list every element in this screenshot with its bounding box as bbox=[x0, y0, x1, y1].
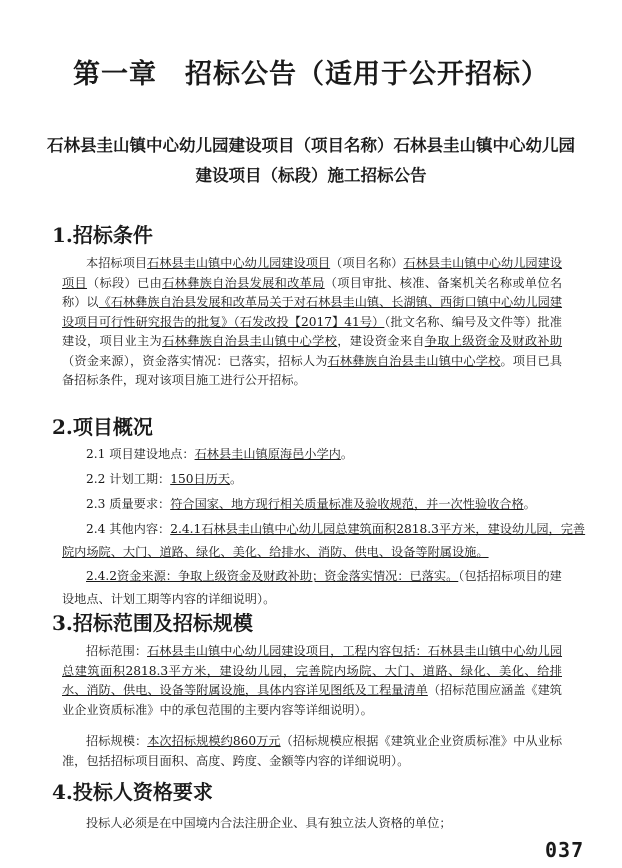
section-3-heading: 3.招标范围及招标规模 bbox=[52, 611, 253, 635]
notice-title-line-1: 石林县圭山镇中心幼儿园建设项目（项目名称）石林县圭山镇中心幼儿园 bbox=[47, 136, 575, 155]
item-2-4: 2.4 其他内容：2.4.1石林县圭山镇中心幼儿园总建筑面积2818.3平方米，建设幼儿园，完善 bbox=[86, 522, 586, 536]
section-1-paragraph: 本招标项目石林县圭山镇中心幼儿园建设项目（项目名称）石林县圭山镇中心幼儿园建设项目（标段）已由石林彝族自治县发展和改革局（项目审批、核准、备案机关名称或单位名称）以《石林彝族自治县发展和改革局关于对石林县圭山镇、长湖镇、西街口镇中心幼儿园建设项目可行性研究报告的批复》（石发改投【2017】41号）（批文名称、编号及文件等）批准建设，项目业主为石林彝族自治县圭山镇中心学校，建设资金来自争取上级资金及财政补助（资金来源），资金落实情况：已落实，招标人为石林彝族自治县圭山镇中心学校。项目已具备招标条件，现对该项目施工进行公开招标。 bbox=[62, 256, 563, 387]
chapter-title: 第一章 招标公告（适用于公开招标） bbox=[73, 59, 549, 90]
page-number: 037 bbox=[545, 838, 585, 862]
item-2-2: 2.2 计划工期：150日历天。 bbox=[86, 472, 243, 486]
notice-title-line-2: 建设项目（标段）施工招标公告 bbox=[195, 166, 427, 185]
item-2-3: 2.3 质量要求：符合国家、地方现行相关质量标准及验收规范，并一次性验收合格。 bbox=[86, 497, 536, 511]
item-2-4-2-continued: 设地点、计划工期等内容的详细说明）。 bbox=[62, 592, 276, 606]
scope-paragraph: 招标范围：石林县圭山镇中心幼儿园建设项目，工程内容包括：石林县圭山镇中心幼儿园总建筑面积2818.3平方米，建设幼儿园，完善院内场院、大门、道路、绿化、美化、给排水、消防、供电、设备等附属设施，具体内容详见图纸及工程量清单（招标范围应涵盖《建筑业企业资质标准》中的承包范围的主要内容等详细说明）。 bbox=[62, 644, 563, 717]
item-2-4-2: 2.4.2资金来源：争取上级资金及财政补助；资金落实情况：已落实。（包括招标项目的建 bbox=[86, 569, 562, 583]
section-4-heading: 4.投标人资格要求 bbox=[52, 780, 213, 804]
section-2-heading: 2.项目概况 bbox=[52, 415, 153, 439]
section-4-paragraph: 投标人必须是在中国境内合法注册企业、具有独立法人资格的单位； bbox=[86, 816, 452, 830]
item-2-4-continued: 院内场院、大门、道路、绿化、美化、给排水、消防、供电、设备等附属设施。 bbox=[62, 545, 489, 559]
section-1-heading: 1.招标条件 bbox=[52, 223, 153, 247]
scale-paragraph: 招标规模：本次招标规模约860万元（招标规模应根据《建筑业企业资质标准》中从业标准，包括招标项目面积、高度、跨度、金额等内容的详细说明）。 bbox=[62, 734, 563, 768]
item-2-1: 2.1 项目建设地点：石林县圭山镇原海邑小学内。 bbox=[86, 447, 354, 461]
